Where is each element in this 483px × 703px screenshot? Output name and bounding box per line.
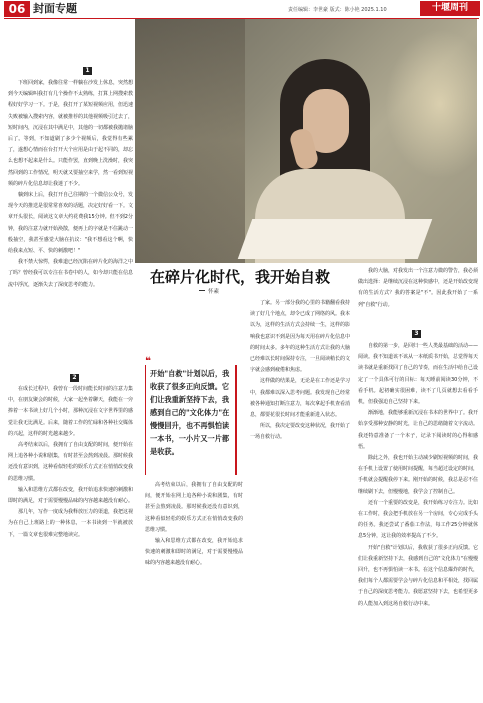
paragraph: 所以，我决定要改变这种状况，我开始了一场自救行动。 bbox=[250, 423, 350, 441]
article-title: 在碎片化时代，我开始自救 bbox=[150, 268, 331, 286]
paragraph: 除此之外，我也开始主动减少刷短视频的时间，我在手机上设置了使用时间提醒，每当超过设定的时间，手机就会提醒我停下来。刚开始的时候，我总是忍不住继续刷下去，但慢慢地，我学会了控制自己。 bbox=[358, 455, 478, 495]
paragraph: 输入和思维方式都在改变，我开始追求快速的刺激和即时的满足，对于需要慢慢品味的内容越来越没有耐心。 bbox=[145, 538, 243, 567]
section-1-text bbox=[8, 78, 133, 360]
paragraph: 自救的第一步，是回归一些人类最基础的活动——阅读。我不知道该不该从一本纸质书开始，总觉得每天读书就是重新找回了自己的节奏，而在生活中给自己设定了一个具体可行的目标：每天睡前阅读30分钟，不看手机。起初确实很困难，读不了几页就想去看看手机，但我强迫自己坚持下来。 bbox=[358, 343, 478, 406]
pullquote-text: 开始"自救"计划以后，我收获了很多正向反馈。它们让我重新坚持下去，我感到自己的"文化体力"在慢慢回升，也不再惧怕读一本书，一小片又一片都是收获。 bbox=[150, 369, 230, 456]
paragraph: 在成长过程中，我曾有一段时间能长时间的注意力集中，在朋友聚会的时候，大家一起坐着聊天，我能在一旁捧着一本书读上好几个小时，那种沉浸在文字世界里的感觉让我无比满足。后来，随着工作的忙碌和各种社交媒体的兴起，这样的时光越来越少。 bbox=[8, 386, 133, 437]
cover-photo bbox=[135, 19, 477, 263]
pullquote-mark: ❝ bbox=[145, 356, 151, 367]
paragraph: 输入和思维方式都在改变，我开始追求快速的刺激和即时的满足，对于需要慢慢品味的内容越来越没有耐心。 bbox=[8, 486, 133, 505]
section-3-text bbox=[358, 341, 478, 701]
right-column-intro bbox=[358, 266, 478, 324]
page-header bbox=[0, 0, 483, 18]
paragraph: 下班回到家，我像往常一样躺在沙发上休息，突然想到今天编辑叫我打有几个操作不太熟练，打算上网搜索教程好好学习一下。于是，我打开了某短视频应用，但迅速失败被输入搜索内容，就被推荐的其他视频吸引过去了，短时间内，沉浸在其中满足中，其他的一切都被我抛诸脑后了。等到，不知道刷了多少个视频后，我觉得有些累了，遂想心情而在台打开大个应用是由于起不同的，却忘么也想不起来是什么。只能作罢，直到晚上洗澡时，我突然回到的工作情况，明天就又要抽空来学，然一看到短视频的碎片化信息却让我迷了不少。 bbox=[8, 80, 133, 187]
middle-column-text bbox=[250, 298, 350, 700]
paragraph: 渐渐地，我能够重新沉浸在书本的世界中了。我开始享受那种安静的时光，让自己的思绪随着文字流动。我还特意准备了一个本子，记录下阅读时的心得和感悟。 bbox=[358, 410, 478, 450]
paragraph: 躺到床上后，我打开自己往期的一个微信公众号，发现今天的推送是很常常喜欢的话题，决定好好看一下。文章开头很长，阅读这文章大约花费我15分钟。但不到2分钟，我的注意力就开始涣散，便再上的字就是不住跳动一般抽空，我甚至感觉大脑在抗议："我不想看这个啊，快给我来点短、平、快的刺激吧！" bbox=[8, 192, 133, 255]
paragraph: 我的大脑，对我发出一个注意力微的警告，我必须做出选择：是继续沉浸在这种快感中，还是开始改变现有的生活方式？我的答案是"不"。因此我开始了一系列"自救"行动。 bbox=[358, 268, 478, 308]
section-number-2: 2 bbox=[70, 374, 79, 382]
paragraph: 了家。另一部分我的心里的书籍翻看我持读了好几个地点，却令已成了网络的风。我本以为，这样的生活方式会持续一生，这样的影响我也意识不到是因为每天用在碎片化信息中的时间太多。多年的这种生活方式让我的大脑已经难以长时间保持专注，一旦阅读稍长的文字就会感到疲倦和焦虑。 bbox=[250, 300, 350, 374]
section-title: 封面专题 bbox=[33, 2, 77, 15]
paragraph: 开始"自救"计划以后，我收获了很多正向反馈。它们让我重新坚持下去，我感到自己的"文化体力"在慢慢回升，也不再惧怕读一本书。在这个信息爆炸的时代，我们每个人都需要学会与碎片化信息和平相处，找回属于自己的深度思考能力。我愿意坚持下去，也希望更多的人能加入到这场自救行动中来。 bbox=[358, 544, 478, 607]
pullquote-box bbox=[145, 365, 237, 475]
paragraph: 我不禁大惊愕，我难道已经沉陷在碎片化的海洋之中了吗？曾经我可以专注在书卷中的人，如今却只能在信息流中浮沉，逐渐失去了深度思考的能力。 bbox=[8, 259, 133, 288]
page-number: 06 bbox=[4, 1, 30, 17]
article-byline: 怀素 bbox=[208, 289, 220, 295]
middle-left-column-text bbox=[145, 480, 243, 700]
publication-logo: 十堰周刊 bbox=[420, 1, 480, 16]
paragraph: 那几年，写作一度成为我释放压力的渠道，我把这视为在自己上班路上的一种休息，一本书读到一半就被放下，一篇文章也很难完整地读完。 bbox=[8, 509, 133, 538]
bookshelf-shape bbox=[135, 19, 245, 263]
paragraph: 还有一个重要的改变是，我开始练习专注力。比如在工作时，我会把手机放在另一个房间，专心完成手头的任务。我还尝试了番茄工作法，每工作25分钟就休息5分钟，这让我的效率提高了不少。 bbox=[358, 499, 478, 540]
section-number-1: 1 bbox=[83, 67, 92, 75]
paragraph: 高考结束以后，我拥有了自由支配的时间，便开始在网上追各种小说和剧集，有时甚至会熬到凌晨。那时候我还没有意识到，这种看似轻松的娱乐方式正在悄悄改变我的思维习惯。 bbox=[8, 442, 133, 482]
open-book-shape bbox=[238, 219, 433, 259]
byline-dash bbox=[199, 290, 205, 291]
paragraph: 高考结束以后，我拥有了自由支配的时间，便开始在网上追各种小说和剧集，有时甚至会熬到凌晨。那时候我还没有意识到，这种看似轻松的娱乐方式正在悄悄改变我的思维习惯。 bbox=[145, 482, 243, 533]
lamp-glow bbox=[385, 29, 477, 179]
paragraph: 这样做的结果是，无论是在工作还是学习中，我都难以深入思考问题。我发现自己经常被各种通知打断注意力，每次拿起手机查看消息，都要花很长时间才能重新进入状态。 bbox=[250, 378, 350, 419]
section-2-text bbox=[8, 384, 133, 700]
editor-credits: 责任编辑：李世豪 版式：陈小艳 2025.1.10 bbox=[288, 7, 387, 13]
section-number-3: 3 bbox=[412, 330, 421, 338]
